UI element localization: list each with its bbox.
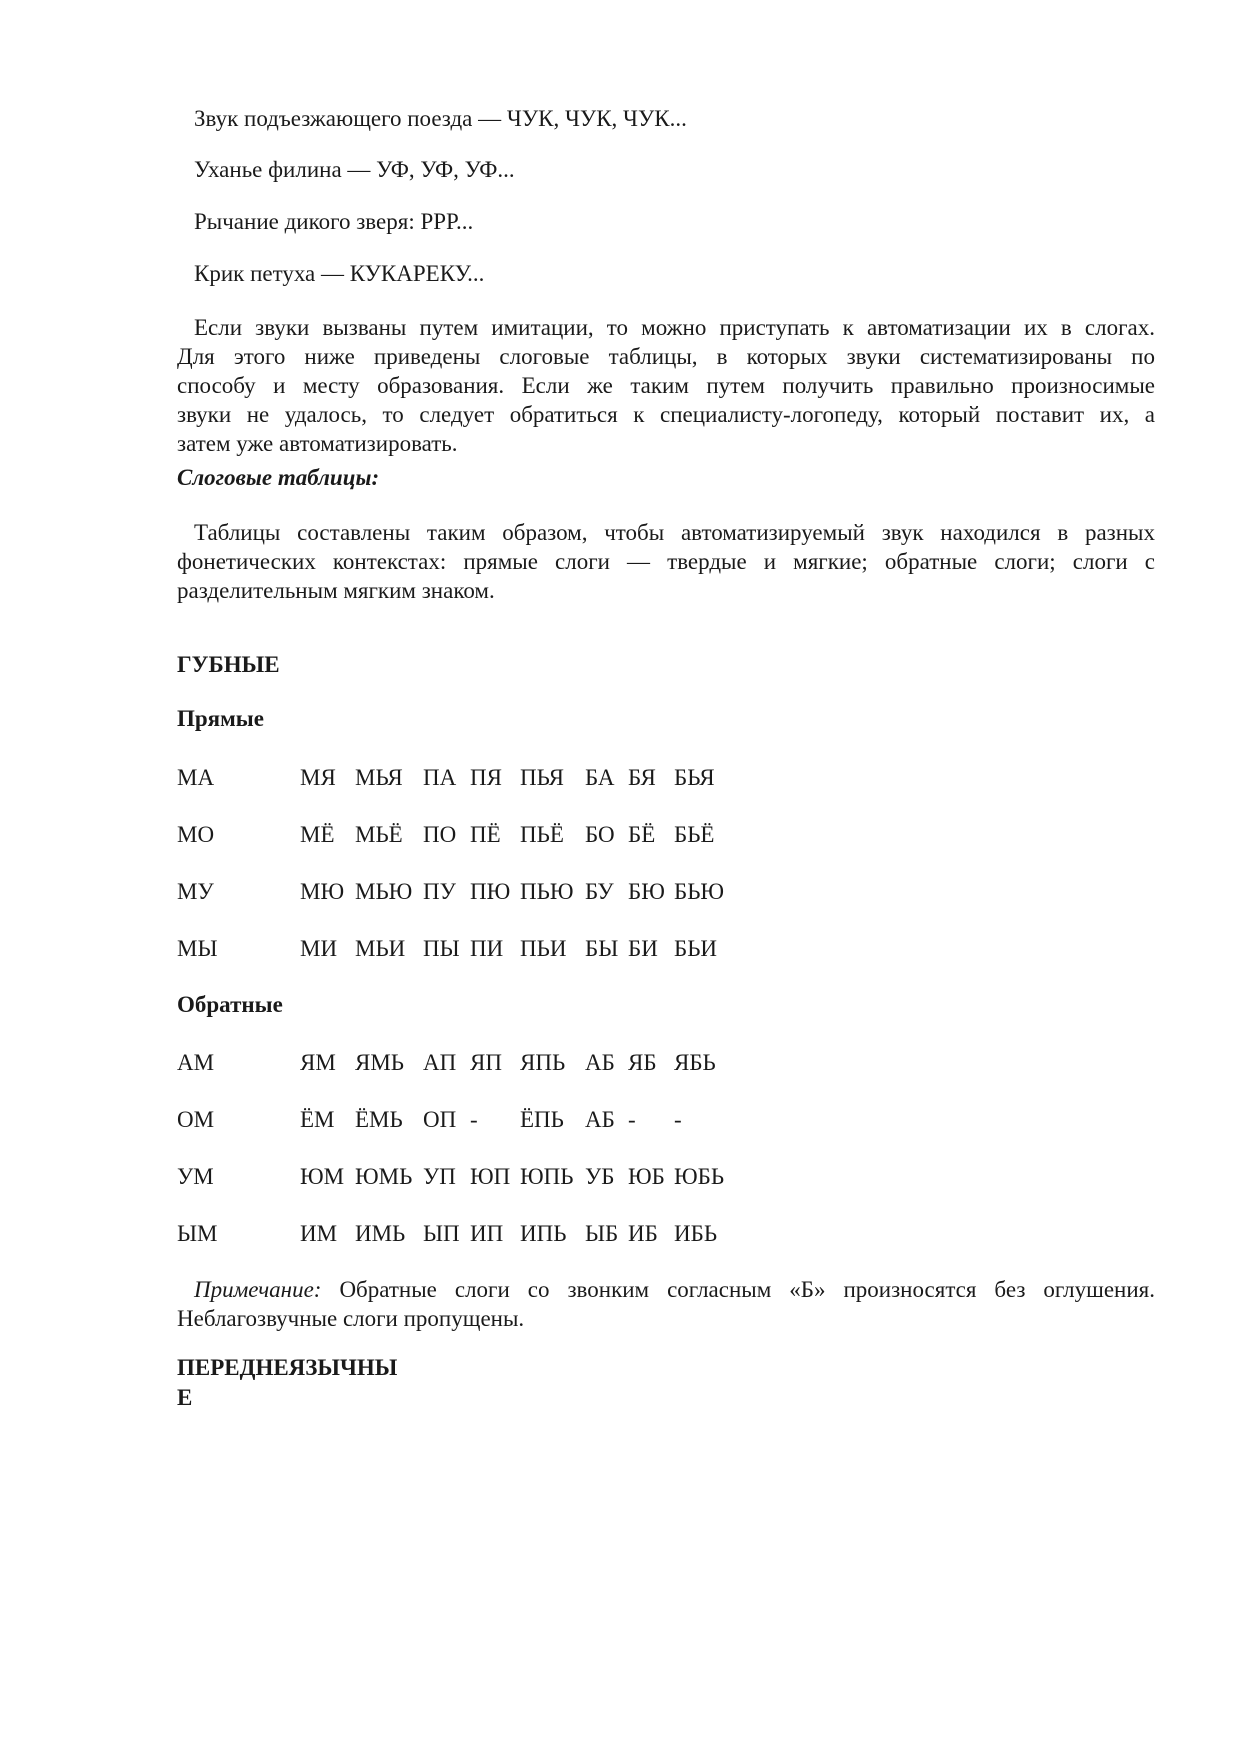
syllable-cell: ЮМЬ (355, 1164, 413, 1189)
syllable-cell: ЫП (423, 1221, 460, 1246)
intro-paragraph (177, 313, 1155, 458)
paragraph-line: звуки не удалось, то следует обратиться к специалисту-логопеду, который поставит их, а (177, 402, 1155, 427)
document-page (177, 0, 1155, 1754)
syllable-cell: ЮПЬ (520, 1164, 574, 1189)
paragraph-line: затем уже автоматизировать. (177, 431, 458, 456)
syllable-cell: БИ (628, 936, 658, 961)
paragraph-line: Если звуки вызваны путем имитации, то можно приступать к автоматизации их в слогах. (194, 315, 1155, 340)
syllable-cell: УП (423, 1164, 456, 1189)
syllable-cell: ЯМЬ (355, 1050, 404, 1075)
syllable-cell: МЁ (300, 822, 335, 847)
syllable-cell: МЮ (300, 879, 345, 904)
syllable-cell: - (470, 1107, 478, 1132)
syllable-cell: ИПЬ (520, 1221, 567, 1246)
syllable-cell: ЮБ (628, 1164, 665, 1189)
syllable-cell: ПЬЯ (520, 765, 564, 790)
syllable-cell: ПЮ (470, 879, 511, 904)
paragraph-line: Для этого ниже приведены слоговые таблицы, в которых звуки систематизированы по (177, 344, 1155, 369)
syllable-cell: МЬИ (355, 936, 406, 961)
sound-line-beast: Рычание дикого зверя: РРР... (194, 209, 474, 234)
paragraph-line: разделительным мягким знаком. (177, 578, 495, 603)
syllable-cell: БЬЮ (674, 879, 725, 904)
syllable-row-label: МУ (177, 879, 214, 904)
syllable-cell: МИ (300, 936, 338, 961)
syllable-cell: ЯП (470, 1050, 502, 1075)
syllable-cell: ЫБ (585, 1221, 619, 1246)
syllable-cell: БЬЁ (674, 822, 715, 847)
note-paragraph (177, 1275, 1155, 1333)
syllable-cell: БА (585, 765, 615, 790)
syllable-row-label: МО (177, 822, 215, 847)
section-title-frontlingual (177, 1353, 397, 1413)
syllable-cell: БЁ (628, 822, 656, 847)
note-line (177, 1275, 1155, 1304)
section-title-line: ПЕРЕДНЕЯЗЫЧНЫ (177, 1355, 398, 1380)
syllable-cell: ПЯ (470, 765, 502, 790)
syllable-cell: ЁМ (300, 1107, 335, 1132)
syllable-cell: ПУ (423, 879, 456, 904)
sound-line-owl: Уханье филина — УФ, УФ, УФ... (194, 157, 515, 182)
syllable-cell: ЯПЬ (520, 1050, 566, 1075)
syllable-row-label: ОМ (177, 1107, 215, 1132)
syllable-cell: ПЬЁ (520, 822, 564, 847)
subsection-title-direct: Прямые (177, 706, 264, 731)
syllable-cell: ИБЬ (674, 1221, 718, 1246)
syllable-cell: ПА (423, 765, 457, 790)
syllable-cell: ИМ (300, 1221, 338, 1246)
syllable-cell: ПЬИ (520, 936, 567, 961)
syllable-row-label: МЫ (177, 936, 218, 961)
syllable-cell: ПЁ (470, 822, 501, 847)
syllable-cell: ПЫ (423, 936, 460, 961)
syllable-row-label: ЫМ (177, 1221, 218, 1246)
syllable-cell: АБ (585, 1050, 615, 1075)
syllable-cell: ИП (470, 1221, 504, 1246)
paragraph-line: способу и месту образования. Если же таким путем получить правильно произносимые (177, 373, 1155, 398)
syllable-cell: ЁПЬ (520, 1107, 564, 1132)
syllable-cell: - (674, 1107, 682, 1132)
syllable-cell: ЯМ (300, 1050, 336, 1075)
syllable-cell: БЯ (628, 765, 656, 790)
syllable-cell: АП (423, 1050, 457, 1075)
syllable-cell: МЬЁ (355, 822, 403, 847)
syllable-cell: ЯБЬ (674, 1050, 716, 1075)
syllable-cell: УБ (585, 1164, 615, 1189)
syllable-cell: ЮБЬ (674, 1164, 725, 1189)
syllable-cell: ПО (423, 822, 457, 847)
tables-caption: Слоговые таблицы: (177, 465, 380, 490)
syllable-cell: МЬЯ (355, 765, 403, 790)
syllable-cell: ПЬЮ (520, 879, 574, 904)
note-label: Примечание: (194, 1277, 322, 1302)
syllable-cell: ЮМ (300, 1164, 345, 1189)
syllable-cell: БЬЯ (674, 765, 715, 790)
syllable-cell: ЯБ (628, 1050, 657, 1075)
paragraph-line: фонетических контекстах: прямые слоги — твердые и мягкие; обратные слоги; слоги с (177, 549, 1155, 574)
syllable-cell: ИМЬ (355, 1221, 406, 1246)
syllable-row-label: МА (177, 765, 215, 790)
syllable-cell: БЫ (585, 936, 619, 961)
tables-paragraph (177, 518, 1155, 605)
syllable-row-label: УМ (177, 1164, 214, 1189)
syllable-cell: МЬЮ (355, 879, 413, 904)
syllable-cell: ЮП (470, 1164, 511, 1189)
syllable-cell: ОП (423, 1107, 457, 1132)
section-title-line: Е (177, 1385, 193, 1410)
note-text: Обратные слоги со звонким согласным «Б» произносятся без оглушения. (339, 1277, 1155, 1302)
syllable-cell: БЬИ (674, 936, 718, 961)
syllable-cell: ПИ (470, 936, 504, 961)
syllable-cell: ИБ (628, 1221, 658, 1246)
sound-line-train: Звук подъезжающего поезда — ЧУК, ЧУК, ЧУК... (194, 106, 687, 131)
syllable-row-label: АМ (177, 1050, 215, 1075)
syllable-cell: БЮ (628, 879, 665, 904)
syllable-cell: АБ (585, 1107, 615, 1132)
sound-line-rooster: Крик петуха — КУКАРЕКУ... (194, 261, 485, 286)
syllable-cell: БУ (585, 879, 614, 904)
syllable-cell: БО (585, 822, 615, 847)
section-title-labial: ГУБНЫЕ (177, 652, 280, 677)
syllable-cell: МЯ (300, 765, 336, 790)
syllable-cell: ЁМЬ (355, 1107, 403, 1132)
paragraph-line: Таблицы составлены таким образом, чтобы автоматизируемый звук находился в разных (194, 520, 1155, 545)
note-line: Неблагозвучные слоги пропущены. (177, 1306, 525, 1331)
syllable-cell: - (628, 1107, 636, 1132)
subsection-title-reverse: Обратные (177, 992, 283, 1017)
